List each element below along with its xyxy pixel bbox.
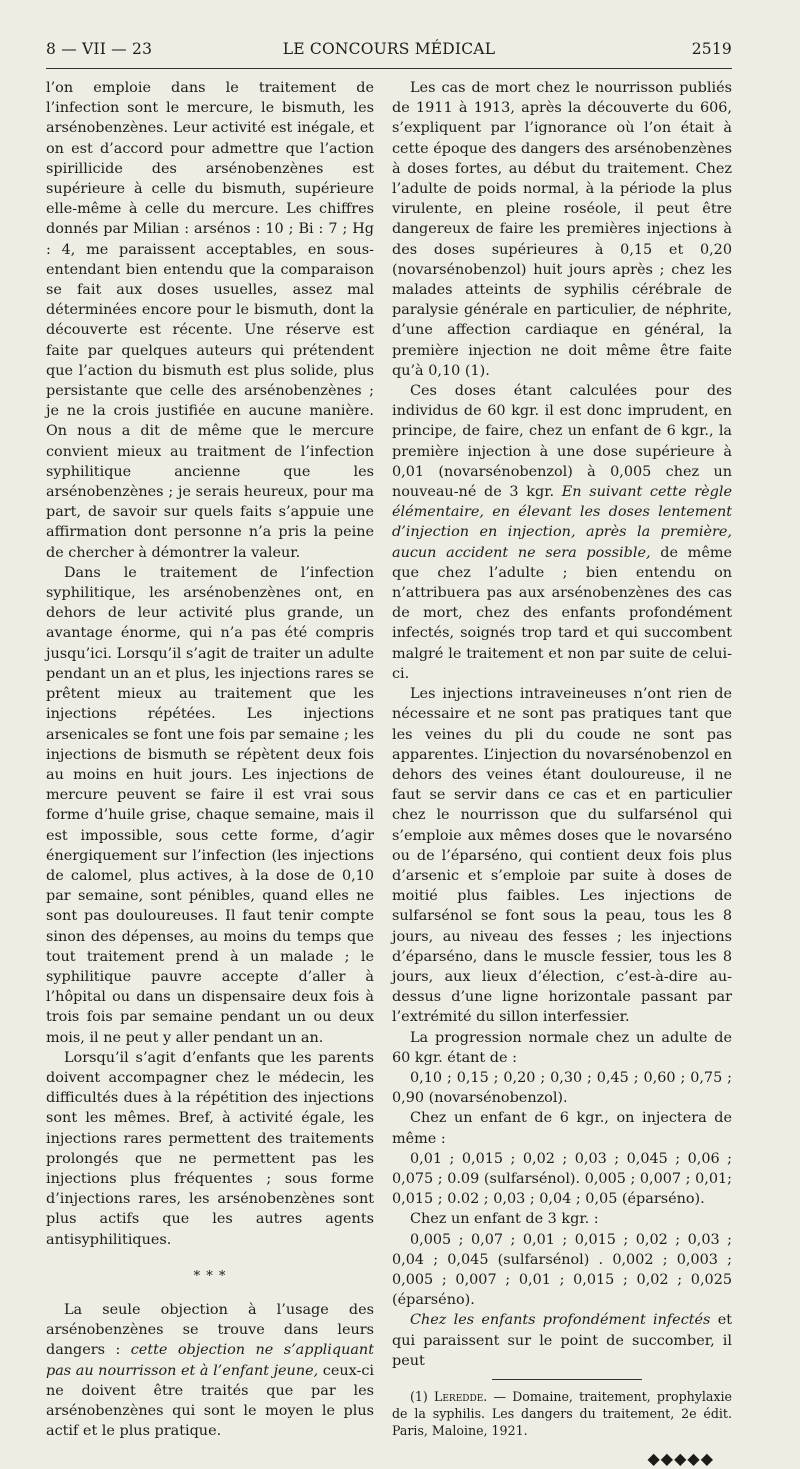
dose-list: 0,01 ; 0,015 ; 0,02 ; 0,03 ; 0,045 ; 0,06 ; 0,075 ; 0.09 (sulfarsénol). 0,005 ; 0,007 ; 0,01; 0,015 ; 0.02 ; 0,03 ; 0,04 ; 0,05 (éparséno). (392, 1150, 732, 1208)
end-ornament: ◆◆◆◆◆ (647, 1449, 714, 1468)
section-separator: * * * (193, 1268, 227, 1284)
paragraph: Dans le traitement de l’infection syphilitique, les arsénobenzènes ont, en dehors de leur activité plus grande, un avantage énorme, qui n’a pas été compris jusqu’ici. Lorsqu’il s’agit de traiter un adulte pendant un an et plus, les injections rares se prêtent mieux au traitement que les injections répétées. Les injections arsenicales se font une fois par semaine ; les injections de bismuth se répètent deux fois au moins en huit jours. Les injections de mercure peuvent se faire il est vrai sous forme d’huile grise, chaque semaine, mais il est impossible, sous cette forme, d’agir énergiquement sur l’infection (les injections de calomel, plus actives, à la dose de 0,10 par semaine, sont pénibles, quand elles ne sont pas douloureuses. Il faut tenir compte sinon des dépenses, au moins du temps que tout traitement prend à un malade ; le syphilitique pauvre accepte d’aller à l’hôpital ou dans un dispensaire deux fois à trois fois par semaine pendant un ou deux mois, il ne peut y aller pendant un an. (46, 564, 374, 1046)
paragraph: Lorsqu’il s’agit d’enfants que les parents doivent accompagner chez le médecin, les difficultés dues à la répétition des injections sont les mêmes. Bref, à activité égale, les injections rares permettent des traitements prolongés que ne permettent pas les injections plus fréquentes ; sous forme d’injections rares, les arsénobenzènes sont plus actifs que les autres agents antisyphilitiques. (46, 1049, 374, 1248)
paragraph: Chez un enfant de 6 kgr., on injectera de même : (392, 1110, 732, 1147)
paragraph: l’on emploie dans le traitement de l’infection sont le mercure, le bismuth, les arsénobenzènes. Leur activité est inégale, et on est d’accord pour admettre que l’action spirillicide des arsénobenzènes est supérieure à celle du bismuth, supérieure elle-même à celle du mercure. Les chiffres donnés par Milian : arsénos : 10 ; Bi : 7 ; Hg : 4, me paraissent acceptables, en sous-entendant bien entendu que la comparaison se fait aux doses usuelles, assez mal déterminées encore pour le bismuth, dont la découverte est récente. Une réserve est faite par quelques auteurs qui prétendent que l’action du bismuth est plus solide, plus persistante que celle des arsénobenzènes ; je ne la crois justifiée en aucune manière. On nous a dit de même que le mercure convient mieux au traitment de l’infection syphilitique ancienne que les arsénobenzènes ; je serais heureux, pour ma part, de savoir sur quels faits s’appuie une affirmation dont personne n’a pris la peine de chercher à démontrer la valeur. (46, 80, 374, 561)
left-column (46, 78, 374, 1441)
issue-reference: 8 — VII — 23 (46, 40, 153, 58)
footnote: (1) Leredde. — Domaine, traitement, prophylaxie de la syphilis. Les dangers du traitement, 2e édit. Paris, Maloine, 1921. (392, 1389, 732, 1438)
paragraph: Ces doses étant calculées pour des individus de 60 kgr. il est donc imprudent, en principe, de faire, chez un enfant de 6 kgr., la première injection à une dose supérieure à 0,01 (novarsénobenzol) à 0,005 chez un nouveau-né de 3 kgr. En suivant cette règle élémentaire, en élevant les doses lentement d’injection en injection, après la première, aucun accident ne sera possible, de même que chez l’adulte ; bien entendu on n’attribuera pas aux arsénobenzènes des cas de mort, chez des enfants profondément infectés, soignés trop tard et qui succombent malgré le traitement et non par suite de celui-ci. (392, 383, 733, 682)
paragraph: Les cas de mort chez le nourrisson publiés de 1911 à 1913, après la découverte du 606, s’expliquent par l’ignorance où l’on était à cette époque des dangers des arsénobenzènes à doses fortes, au début du traitement. Chez l’adulte de poids normal, à la période la plus virulente, en pleine roséole, il peut être dangereux de faire les premières injections à des doses supérieures à 0,15 et 0,20 (novarsénobenzol) huit jours après ; chez les malades atteints de syphilis cérébrale de paralysie générale en particulier, de néphrite, d’une affection cardiaque en général, la première injection ne doit même être faite qu’à 0,10 (1). (392, 80, 732, 379)
right-column (392, 78, 732, 1469)
journal-title: LE CONCOURS MÉDICAL (282, 40, 496, 58)
paragraph: Les injections intraveineuses n’ont rien de nécessaire et ne sont pas pratiques tant que les veines du pli du coude ne sont pas apparentes. L’injection du novarsénobenzol en dehors des veines étant douloureuse, il ne faut se servir dans ce cas et en particulier chez le nourrisson que du sulfarsénol qui s’emploie aux mêmes doses que le novarséno ou de l’éparséno, qui contient deux fois plus d’arsenic et s’emploie par suite à doses de moitié plus faibles. Les injections de sulfarsénol se font sous la peau, tous les 8 jours, au niveau des fesses ; les injections d’éparséno, dans le muscle fessier, tous les 8 jours, aux lieux d’élection, c’est-à-dire au-dessus d’une ligne horizontale passant par l’extrémité du sillon interfessier. (392, 686, 732, 1026)
dose-list: 0,10 ; 0,15 ; 0,20 ; 0,30 ; 0,45 ; 0,60 ; 0,75 ; 0,90 (novarsénobenzol). (392, 1069, 732, 1107)
paragraph: Chez un enfant de 3 kgr. : (410, 1211, 599, 1228)
page-header (46, 40, 732, 66)
header-rule (46, 68, 732, 69)
dose-list: 0,005 ; 0,07 ; 0,01 ; 0,015 ; 0,02 ; 0,03 ; 0,04 ; 0,045 (sulfarsénol) . 0,002 ; 0,003 ; 0,005 ; 0,007 ; 0,01 ; 0,015 ; 0,02 ; 0,025 (éparséno). (392, 1231, 732, 1309)
paragraph: La seule objection à l’usage des arsénobenzènes se trouve dans leurs dangers : cette objection ne s’appliquant pas au nourrisson et à l’enfant jeune, ceux-ci ne doivent être traités que par les arsénobenzènes qui sont le moyen le plus actif et le plus pratique. (46, 1301, 374, 1440)
paragraph: La progression normale chez un adulte de 60 kgr. étant de : (392, 1029, 732, 1066)
page-number: 2519 (691, 40, 732, 58)
footnote-rule (492, 1379, 642, 1380)
paragraph: Chez les enfants profondément infectés et qui paraissent sur le point de succomber, il peut (392, 1312, 733, 1369)
